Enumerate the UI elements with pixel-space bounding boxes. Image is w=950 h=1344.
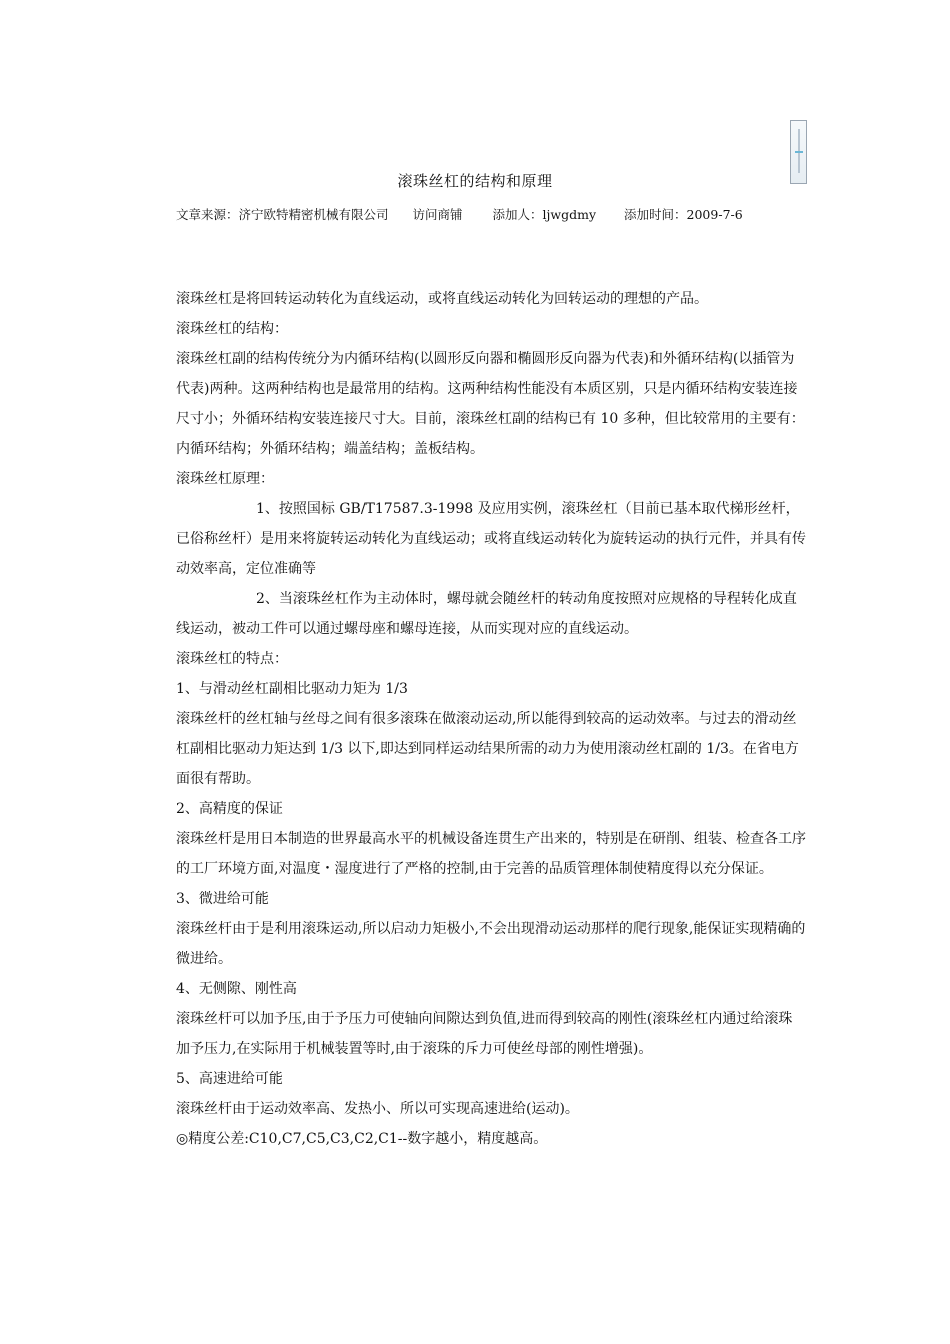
paragraph: 2、当滚珠丝杠作为主动体时，螺母就会随丝杆的转动角度按照对应规格的导程转化成直线运动，被动工件可以通过螺母座和螺母连接，从而实现对应的直线运动。 — [176, 591, 797, 637]
section-heading: 滚珠丝杠的结构： — [176, 321, 288, 337]
feature-heading: 4、无侧隙、刚性高 — [176, 981, 297, 997]
paragraph: 1、按照国标 GB/T17587.3-1998 及应用实例，滚珠丝杠（目前已基本取代梯形丝杆，已俗称丝杆）是用来将旋转运动转化为直线运动；或将直线运动转化为旋转运动的执行元件，并具有传动效率高，定位准确等 — [176, 501, 806, 577]
feature-heading: 1、与滑动丝杠副相比驱动力矩为 1/3 — [176, 681, 408, 697]
widget-marker — [795, 151, 803, 153]
paragraph: 滚珠丝杆由于运动效率高、发热小、所以可实现高速进给(运动)。 — [176, 1101, 579, 1117]
visit-shop-link[interactable]: 访问商铺 — [412, 207, 463, 222]
feature-heading: 2、高精度的保证 — [176, 801, 283, 817]
section-heading: 滚珠丝杠原理： — [176, 471, 274, 487]
paragraph: 滚珠丝杆可以加予压,由于予压力可使轴向间隙达到负值,进而得到较高的刚性(滚珠丝杠内通过给滚珠加予压力,在实际用于机械装置等时,由于滚珠的斥力可使丝母部的刚性增强)。 — [176, 1011, 793, 1057]
meta-time: 添加时间：2009-7-6 — [624, 207, 743, 222]
meta-source: 文章来源：济宁欧特精密机械有限公司 — [176, 207, 389, 222]
paragraph: 滚珠丝杠是将回转运动转化为直线运动，或将直线运动转化为回转运动的理想的产品。 — [176, 291, 708, 307]
article-title: 滚珠丝杠的结构和原理 — [397, 172, 553, 190]
paragraph: 滚珠丝杠副的结构传统分为内循环结构(以圆形反向器和椭圆形反向器为代表)和外循环结构(以插管为代表)两种。这两种结构也是最常用的结构。这两种结构性能没有本质区别，只是内循环结构安装连接尺寸小；外循环结构安装连接尺寸大。目前，滚珠丝杠副的结构已有 10 多种，但比较常用的主要有：内循环结构；外循环结构；端盖结构；盖板结构。 — [176, 351, 805, 457]
paragraph: ◎精度公差:C10,C7,C5,C3,C2,C1--数字越小，精度越高。 — [176, 1131, 548, 1147]
feature-heading: 3、微进给可能 — [176, 891, 269, 907]
paragraph: 滚珠丝杆是用日本制造的世界最高水平的机械设备连贯生产出来的，特别是在研削、组装、检查各工序的工厂环境方面,对温度・湿度进行了严格的控制,由于完善的品质管理体制使精度得以充分保证。 — [176, 831, 806, 877]
article-meta — [176, 205, 743, 223]
feature-heading: 5、高速进给可能 — [176, 1071, 283, 1087]
paragraph: 滚珠丝杆由于是利用滚珠运动,所以启动力矩极小,不会出现滑动运动那样的爬行现象,能保证实现精确的微进给。 — [176, 921, 806, 967]
meta-author: 添加人：ljwgdmy — [492, 207, 597, 222]
section-heading: 滚珠丝杠的特点： — [176, 651, 288, 667]
paragraph: 滚珠丝杆的丝杠轴与丝母之间有很多滚珠在做滚动运动,所以能得到较高的运动效率。与过去的滑动丝杠副相比驱动力矩达到 1/3 以下,即达到同样运动结果所需的动力为使用滚动丝杠副的 1/3。在省电方面很有帮助。 — [176, 711, 799, 787]
article-body — [176, 284, 806, 1154]
